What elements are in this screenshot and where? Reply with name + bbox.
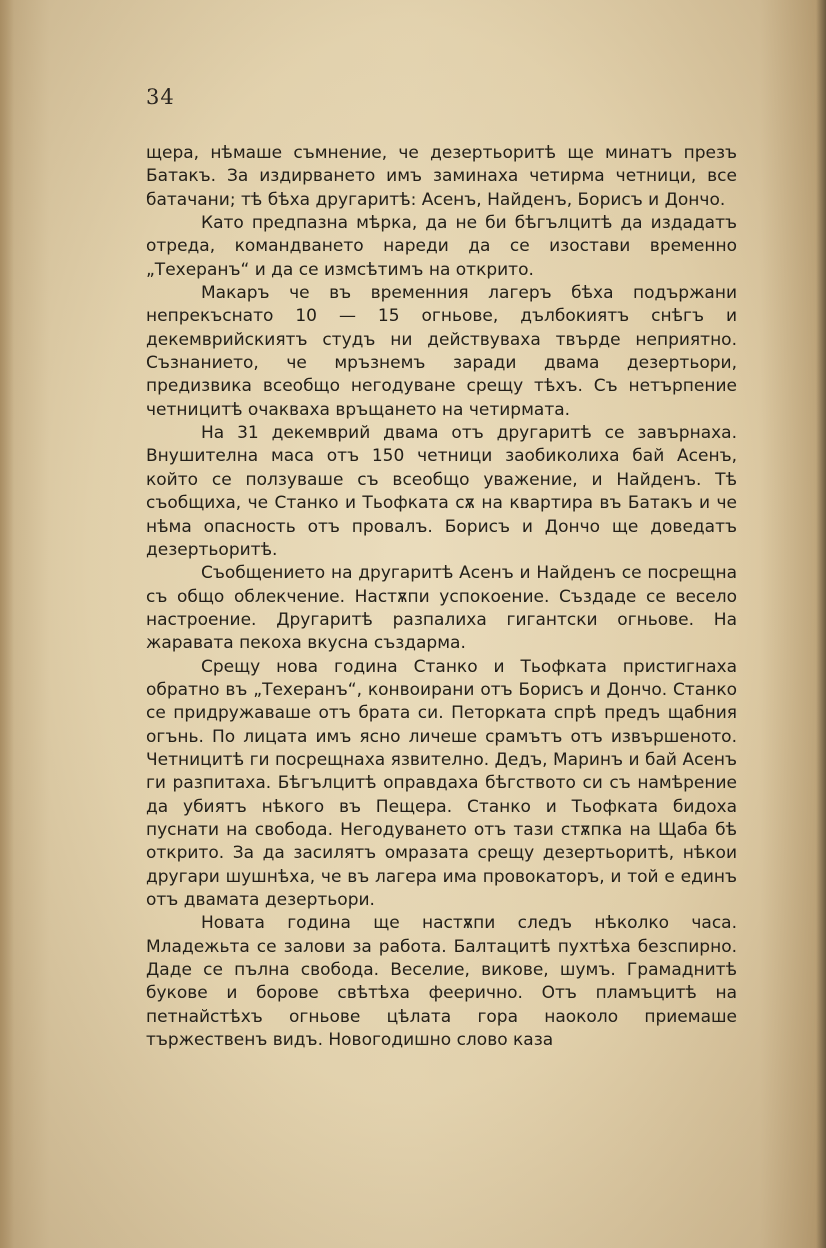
paragraph: Срещу нова година Станко и Тьофката пристигнаха обратно въ „Техеранъ“, конвоирани отъ Борисъ и Дончо. Станко се придружаваше отъ брата си. Петорката спрѣ предъ щабния огънь. По лицата имъ ясно личеше срамътъ отъ извършеното. Четницитѣ ги посрещнаха язвително. Дедъ, Маринъ и бай Асенъ ги разпитаха. Бѣгълцитѣ оправдаха бѣгството си съ намѣрение да убиятъ нѣкого въ Пещера. Станко и Тьофката бидоха пуснати на свобода. Негодуването отъ тази стѫпка на Щаба бѣ открито. За да засилятъ омразата срещу дезертьоритѣ, нѣкои другари шушнѣха, че въ лагера има провокаторъ, и той е единъ отъ двамата дезертьори. <box>146 656 737 910</box>
paragraph: Като предпазна мѣрка, да не би бѣгълцитѣ да издадатъ отреда, командването нареди да се изостави временно „Техеранъ“ и да се измсѣтимъ на открито. <box>146 213 737 280</box>
page-left-edge <box>0 0 14 1248</box>
paragraph: щера, нѣмаше съмнение, че дезертьоритѣ ще минатъ презъ Батакъ. За издирването имъ заминаха четирма четници, все батачани; тѣ бѣха другаритѣ: Асенъ, Найденъ, Борисъ и Дончо. <box>146 143 737 210</box>
paragraph: Макаръ че въ временния лагеръ бѣха подържани непрекъснато 10 — 15 огньове, дълбокиятъ снѣгъ и декемврийскиятъ студъ ни действуваха твърде неприятно. Съзнанието, че мръзнемъ заради двама дезертьори, предизвика всеобщо негодуване срещу тѣхъ. Съ нетърпение четницитѣ очакваха връщането на четирмата. <box>146 283 737 420</box>
paragraph: На 31 декемврий двама отъ другаритѣ се завърнаха. Внушителна маса отъ 150 четници заобиколиха бай Асенъ, който се ползуваше съ всеобщо уважение, и Найденъ. Тѣ съобщиха, че Станко и Тьофката сѫ на квартира въ Батакъ и че нѣма опасность отъ провалъ. Борисъ и Дончо ще доведатъ дезертьоритѣ. <box>146 423 737 560</box>
page-number: 34 <box>146 85 175 109</box>
body-text <box>146 142 737 1052</box>
paragraph: Съобщението на другаритѣ Асенъ и Найденъ се посрещна съ общо облекчение. Настѫпи успокоение. Създаде се весело настроение. Другаритѣ разпалиха гигантски огньове. На жаравата пекоха вкусна създарма. <box>146 563 737 654</box>
paragraph: Новата година ще настѫпи следъ нѣколко часа. Младежьта се залови за работа. Балтацитѣ пухтѣха безспирно. Даде се пълна свобода. Веселие, викове, шумъ. Грамаднитѣ букове и борове свѣтѣха феерично. Отъ пламъцитѣ на петнайстѣхъ огньове цѣлата гора наоколо приемаше тържественъ видъ. Новогодишно слово каза <box>146 913 737 1051</box>
page-right-edge <box>816 0 826 1248</box>
